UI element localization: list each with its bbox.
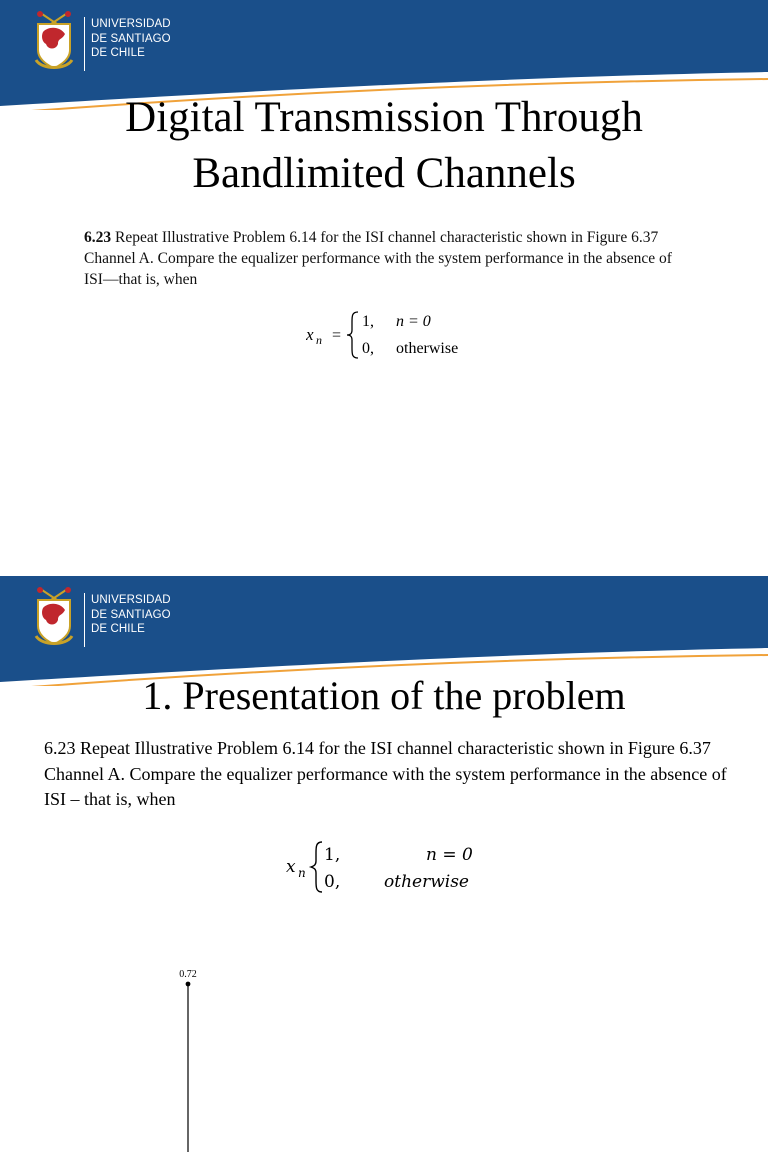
eq-lhs: x <box>306 325 314 344</box>
logo-line-1: UNIVERSIDAD <box>91 594 171 606</box>
piecewise-equation <box>306 308 506 362</box>
problem-statement <box>84 227 694 290</box>
eq-case2-value: 0, <box>362 340 374 357</box>
piecewise-equation <box>286 838 496 896</box>
logo-divider <box>84 17 85 71</box>
eq-brace <box>311 842 322 892</box>
eq-case2-cond: otherwise <box>384 872 469 892</box>
eq-brace <box>347 312 358 358</box>
slide-2-title: 1. Presentation of the problem <box>142 673 626 718</box>
logo-divider <box>84 593 85 647</box>
university-name <box>91 593 171 637</box>
eq-equals: = <box>332 327 342 344</box>
logo-line-1: UNIVERSIDAD <box>91 18 171 30</box>
eq-case1-value: 1, <box>324 845 341 865</box>
slide-1-title <box>0 90 768 202</box>
university-crest-icon <box>28 10 80 76</box>
logo-line-2: DE SANTIAGO <box>91 32 171 45</box>
eq-sub: n <box>298 866 306 880</box>
slide-2 <box>0 576 768 1152</box>
eq-case1-cond: n = 0 <box>396 313 431 330</box>
channel-stem-plot <box>90 956 370 1152</box>
eq-case1-value: 1, <box>362 313 374 330</box>
problem-text: Repeat Illustrative Problem 6.14 for the ISI channel characteristic shown in Figure 6.37 Channel A. Compare the equalizer performance with the system performance in the absence of ISI—that is, when <box>84 229 672 288</box>
university-name <box>91 17 171 61</box>
stem-marker <box>186 982 191 987</box>
stem-value-label: 0.72 <box>179 969 197 980</box>
logo-line-3: DE CHILE <box>91 47 145 59</box>
eq-case1-cond: n = 0 <box>426 845 473 865</box>
eq-case2-cond: otherwise <box>396 340 459 357</box>
logo-line-3: DE CHILE <box>91 623 145 635</box>
logo-line-2: DE SANTIAGO <box>91 608 171 621</box>
title-line-2: Bandlimited Channels <box>192 150 576 197</box>
problem-number: 6.23 <box>84 229 112 246</box>
university-crest-icon <box>28 586 80 652</box>
eq-case2-value: 0, <box>324 872 341 892</box>
problem-statement: 6.23 Repeat Illustrative Problem 6.14 for the ISI channel characteristic shown in Figure 6.37 Channel A. Compare the equalizer performance with the system performance in the absence of ISI – that is, when <box>44 738 727 809</box>
eq-sub: n <box>316 333 322 347</box>
title-line-1: Digital Transmission Through <box>125 94 643 141</box>
eq-lhs: x <box>286 857 296 877</box>
